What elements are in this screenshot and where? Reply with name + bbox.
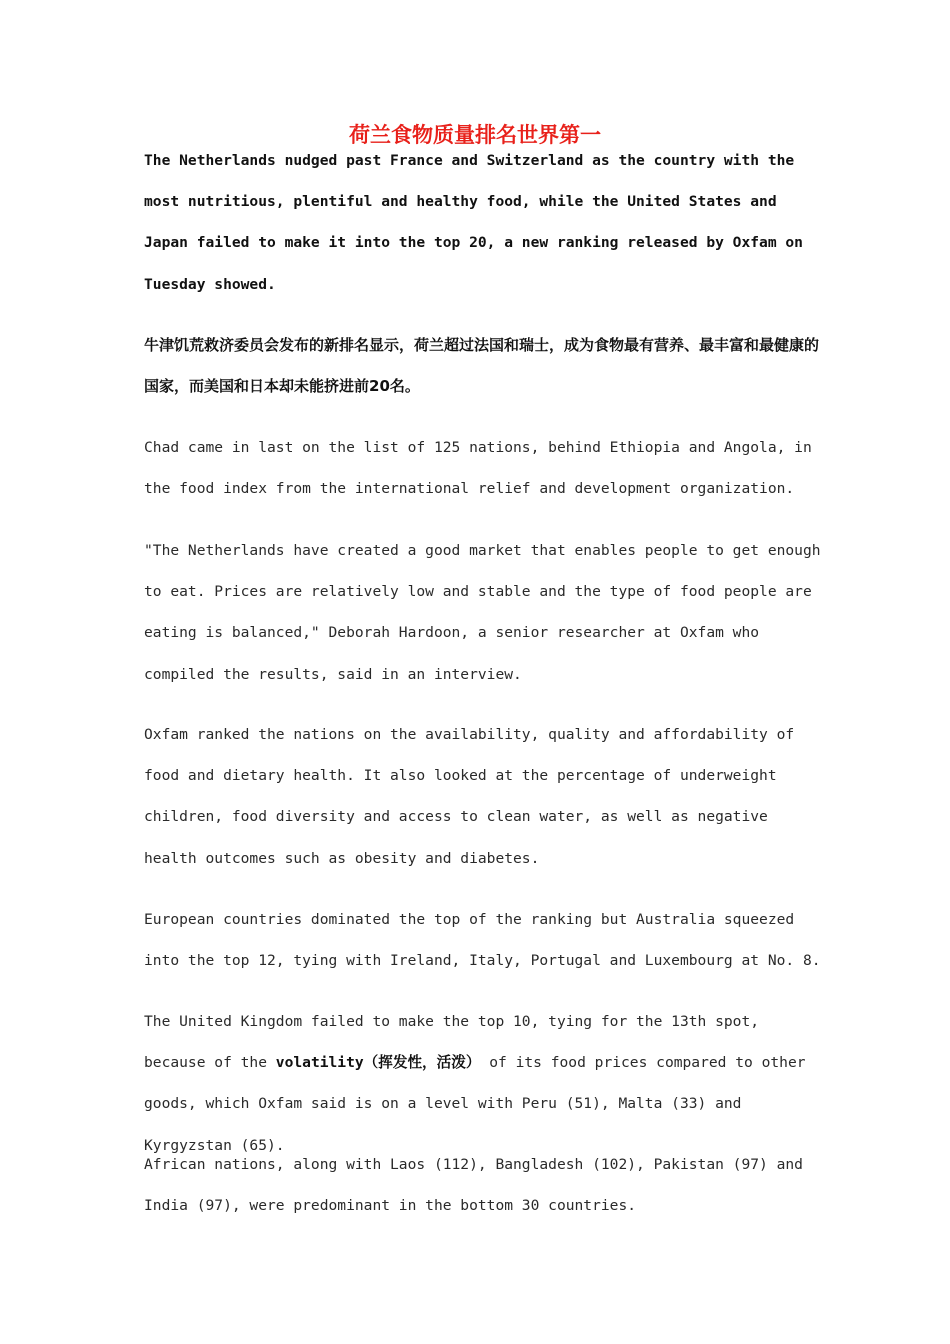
- paragraph-ranking-criteria: Oxfam ranked the nations on the availability, quality and affordability of food and dietary health. It also looked at the percentage of underweight children, food diversity and access to clean water, as well as negative health outcomes such as obesity and diabetes.: [144, 726, 795, 867]
- paragraph-uk: [144, 1001, 824, 1166]
- paragraph-chinese-translation: 牛津饥荒救济委员会发布的新排名显示，荷兰超过法国和瑞士，成为食物最有营养、最丰富和最健康的国家，而美国和日本却未能挤进前20名。: [144, 336, 820, 396]
- paragraph-quote: "The Netherlands have created a good market that enables people to get enough to eat. Prices are relatively low and stable and the type of food people are eating is balanced," Deborah Hardoon, a senior researcher at Oxfam who compiled the results, said in an interview.: [144, 542, 821, 683]
- vocab-word: volatility: [275, 1054, 364, 1072]
- article-title: 荷兰食物质量排名世界第一: [349, 123, 601, 147]
- paragraph-europe: European countries dominated the top of the ranking but Australia squeezed into the top 12, tying with Ireland, Italy, Portugal and Luxembourg at No. 8.: [144, 911, 821, 970]
- paragraph-chad: Chad came in last on the list of 125 nations, behind Ethiopia and Angola, in the food index from the international relief and development organization.: [144, 439, 812, 498]
- paragraph-uk-text-after: of its food prices compared to other goods, which Oxfam said is on a level with Peru (51), Malta (33) and Kyrgyzstan (65).: [144, 1054, 806, 1154]
- paragraph-uk-text-before: The United Kingdom failed to make the top 10, tying for the 13th spot, because of the: [144, 1013, 760, 1072]
- vocab-gloss: （挥发性，活泼）: [363, 1054, 481, 1072]
- paragraph-intro: The Netherlands nudged past France and Switzerland as the country with the most nutritious, plentiful and healthy food, while the United States and Japan failed to make it into the top 20, a new ranking released by Oxfam on Tuesday showed.: [144, 152, 803, 293]
- paragraph-africa: African nations, along with Laos (112), Bangladesh (102), Pakistan (97) and India (97), were predominant in the bottom 30 countries.: [144, 1156, 803, 1215]
